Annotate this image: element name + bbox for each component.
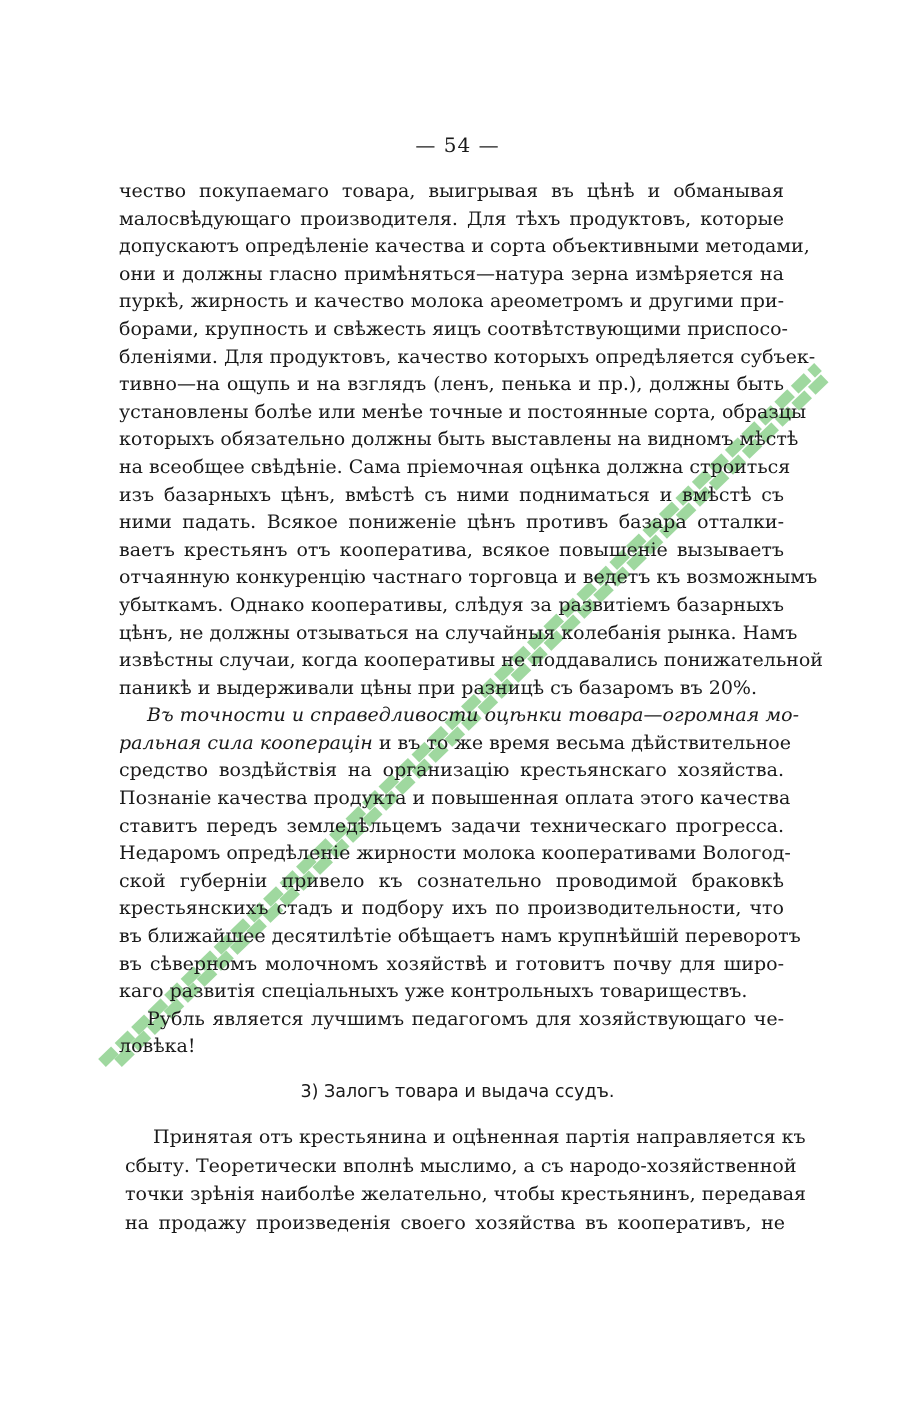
text-line: допускаютъ опредѣленіе качества и сорта объективными методами, <box>119 235 810 258</box>
text-line: пуркѣ, жирность и качество молока ареометромъ и другими при- <box>119 290 784 313</box>
text-line: изъ базарныхъ цѣнъ, вмѣстѣ съ ними подниматься и вмѣстѣ съ <box>119 483 784 506</box>
text-line: точки зрѣнія наиболѣе желательно, чтобы крестьянинъ, передавая <box>125 1183 807 1206</box>
text-line: паникѣ и выдерживали цѣны при разницѣ съ базаромъ въ 20%. <box>119 676 758 699</box>
text-line: Недаромъ опредѣленіе жирности молока кооперативами Вологод- <box>119 842 791 865</box>
text-line: ральная сила кооперацін и въ то же время весьма дѣйствительное <box>119 731 791 754</box>
text-line: извѣстны случаи, когда кооперативы не поддавались понижательной <box>119 649 823 672</box>
text-line: отчаянную конкуренцію частнаго торговца и ведетъ къ возможнымъ <box>119 566 818 589</box>
text-line: въ сѣверномъ молочномъ хозяйствѣ и готовитъ почву для широ- <box>119 952 784 975</box>
text-line: на продажу произведенія своего хозяйства въ кооперативъ, не <box>125 1211 785 1234</box>
text-line: которыхъ обязательно должны быть выставлены на видномъ мѣстѣ <box>119 428 799 451</box>
text-line: бленіями. Для продуктовъ, качество которыхъ опредѣляется субъек- <box>119 345 816 368</box>
text-line: малосвѣдующаго производителя. Для тѣхъ продуктовъ, которые <box>119 207 784 230</box>
text-line: въ ближайшее десятилѣтіе обѣщаетъ намъ крупнѣйшій переворотъ <box>119 925 801 948</box>
text-line: Познаніе качества продукта и повышенная оплата этого качества <box>119 787 791 810</box>
text-line: ловѣка! <box>119 1035 196 1058</box>
text-line: средство воздѣйствія на организацію крестьянскаго хозяйства. <box>119 759 784 782</box>
text-line: установлены болѣе или менѣе точные и постоянные сорта, образцы <box>119 400 807 423</box>
text-line: они и должны гласно примѣняться—натура зерна измѣряется на <box>119 262 784 285</box>
text-line: ставитъ передъ земледѣльцемъ задачи техническаго прогресса. <box>119 814 784 837</box>
text-line: Рубль является лучшимъ педагогомъ для хозяйствующаго че- <box>147 1007 784 1030</box>
text-line: на всеобщее свѣдѣніе. Сама пріемочная оцѣнка должна строиться <box>119 455 791 478</box>
text-line: цѣнъ, не должны отзываться на случайныя колебанія рынка. Намъ <box>119 621 798 644</box>
text-line: убыткамъ. Однако кооперативы, слѣдуя за развитіемъ базарныхъ <box>119 593 784 616</box>
text-line <box>119 730 791 758</box>
text-line: борами, крупность и свѣжесть яицъ соотвѣтствующими приспосо- <box>119 317 788 340</box>
text-line: Принятая отъ крестьянина и оцѣненная партія направляется къ <box>153 1126 806 1148</box>
text-line: чество покупаемаго товара, выигрывая въ цѣнѣ и обманывая <box>119 180 784 202</box>
text-line: тивно—на ощупь и на взглядъ (ленъ, пенька и пр.), должны быть <box>119 373 784 396</box>
text-line: Въ точности и справедливости оцѣнки товара—огромная мо- <box>147 704 799 727</box>
text-line: ской губерніи привело къ сознательно проводимой браковкѣ <box>119 869 784 892</box>
paragraph-1 <box>119 178 823 1061</box>
text-line: каго развитія спеціальныхъ уже контрольныхъ товариществъ. <box>119 980 748 1003</box>
paragraph-4 <box>125 1123 807 1237</box>
text-line: ваетъ крестьянъ отъ кооператива, всякое повышеніе вызываетъ <box>119 538 784 561</box>
section-heading: 3) Залогъ товара и выдача ссудъ. <box>300 1082 615 1102</box>
page-number: — 54 — <box>415 133 500 157</box>
text-line: крестьянскихъ стадъ и подбору ихъ по производительности, что <box>119 897 784 920</box>
text-line: сбыту. Теоретически вполнѣ мыслимо, а съ народо-хозяйственной <box>125 1154 797 1177</box>
text-line: ними падать. Всякое пониженіе цѣнъ противъ базара отталки- <box>119 511 784 534</box>
text-line <box>119 702 799 730</box>
